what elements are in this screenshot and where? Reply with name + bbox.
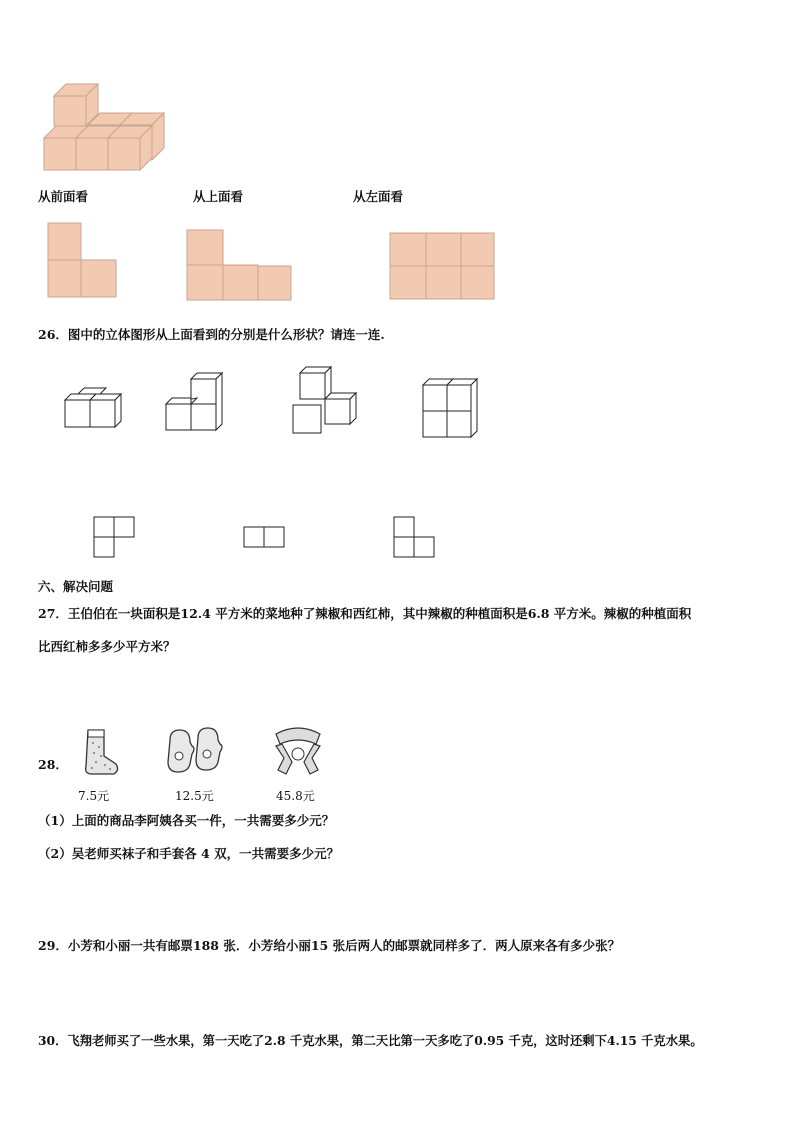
question-27-line1: 27．王伯伯在一块面积是12.4 平方米的菜地种了辣椒和西红柿，其中辣椒的种植面积是6.8 平方米。辣椒的种植面积 bbox=[38, 606, 692, 621]
scarf-icon bbox=[268, 724, 328, 778]
sock-icon bbox=[74, 726, 124, 778]
top-view-drawing bbox=[186, 229, 296, 303]
peach-cube-figure bbox=[40, 80, 180, 175]
question-29: 29．小芳和小丽一共有邮票188 张．小芳给小丽15 张后两人的邮票就同样多了．两人原来各有多少张？ bbox=[38, 938, 621, 953]
solid-figure-1 bbox=[60, 380, 130, 435]
solid-figure-3 bbox=[290, 363, 365, 438]
solid-figure-2 bbox=[163, 370, 233, 435]
question-26: 26．图中的立体图形从上面看到的分别是什么形状？请连一连. bbox=[38, 327, 385, 342]
left-view-drawing bbox=[389, 232, 499, 302]
question-28-sub2: （2）吴老师买袜子和手套各 4 双，一共需要多少元？ bbox=[38, 846, 340, 861]
mittens-price: 12.5元 bbox=[175, 789, 214, 803]
sock-price: 7.5元 bbox=[78, 789, 110, 803]
view-label-top: 从上面看 bbox=[193, 189, 244, 204]
mittens-icon bbox=[160, 726, 230, 778]
view-label-left: 从左面看 bbox=[353, 189, 404, 204]
question-30: 30．飞翔老师买了一些水果，第一天吃了2.8 千克水果，第二天比第一天多吃了0.95 千克，这时还剩下4.15 千克水果。 bbox=[38, 1033, 703, 1048]
section-6-heading: 六、解决问题 bbox=[38, 579, 114, 594]
solid-figure-4 bbox=[420, 377, 485, 439]
top-shape-1 bbox=[93, 516, 138, 558]
top-shape-2 bbox=[243, 526, 288, 548]
front-view-drawing bbox=[47, 222, 119, 302]
question-28-sub1: （1）上面的商品李阿姨各买一件，一共需要多少元？ bbox=[38, 813, 335, 828]
question-28-number: 28． bbox=[38, 757, 68, 772]
view-label-front: 从前面看 bbox=[38, 189, 89, 204]
scarf-price: 45.8元 bbox=[276, 789, 315, 803]
top-shape-3 bbox=[393, 516, 438, 558]
question-27-line2: 比西红柿多多少平方米？ bbox=[38, 639, 176, 654]
